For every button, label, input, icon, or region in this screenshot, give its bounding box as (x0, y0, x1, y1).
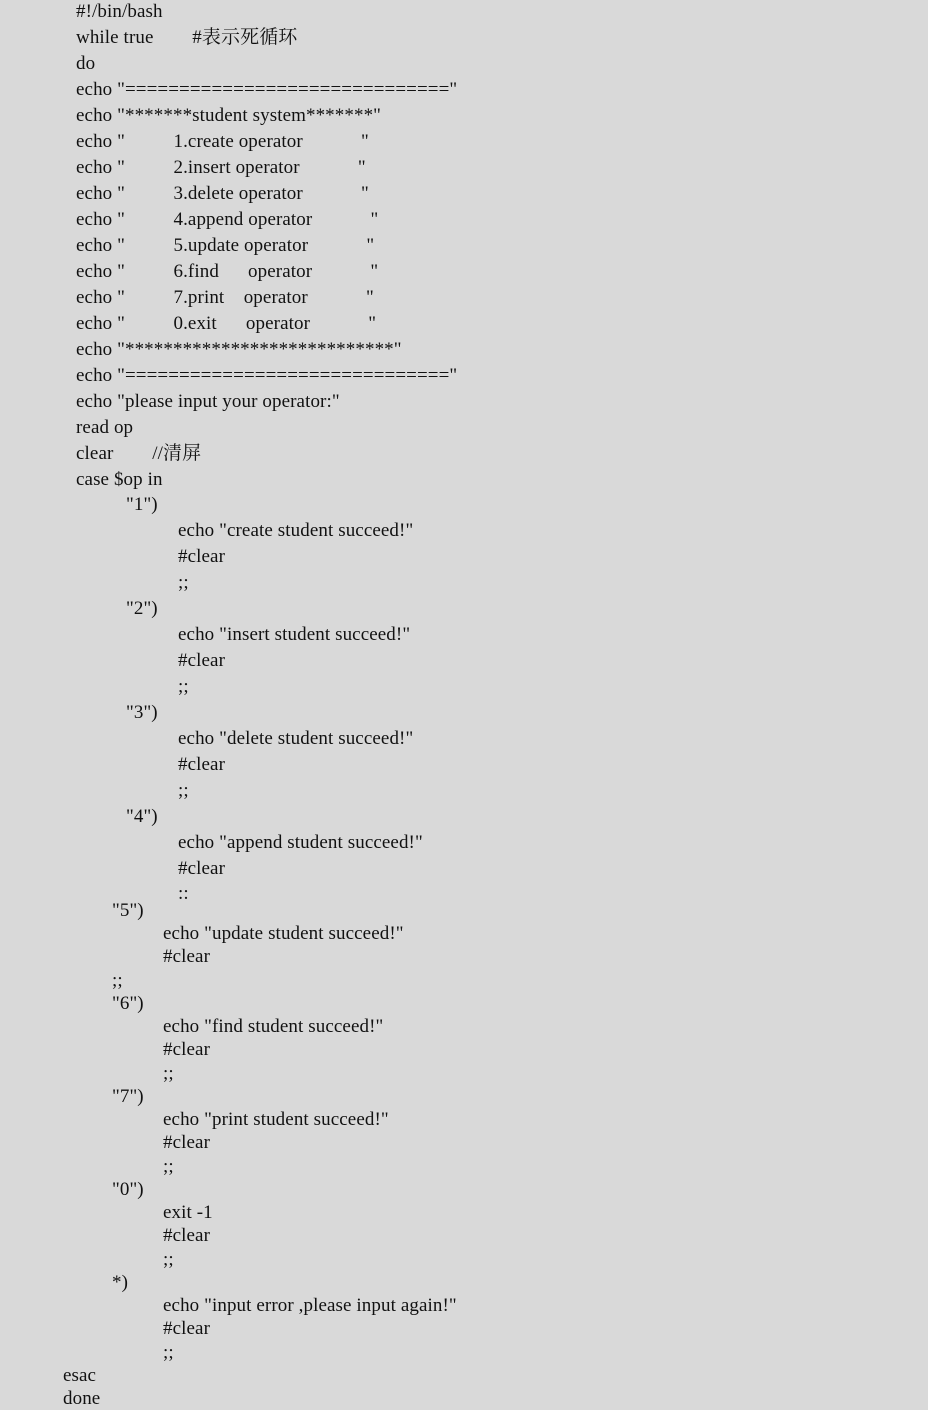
code-line: #clear (178, 858, 226, 879)
code-line: echo "find student succeed!" (163, 1016, 384, 1037)
code-line: read op (76, 417, 134, 438)
code-line: ;; (178, 572, 189, 593)
code-line: ;; (112, 970, 123, 991)
code-line: "2") (126, 598, 158, 619)
code-line: ;; (163, 1156, 174, 1177)
code-line: "6") (112, 993, 144, 1014)
code-line: echo "insert student succeed!" (178, 624, 411, 645)
code-line: esac (63, 1365, 97, 1386)
code-line: #clear (163, 1039, 211, 1060)
code-line: exit -1 (163, 1202, 213, 1223)
code-line: echo " 3.delete operator " (76, 183, 369, 204)
code-line: done (63, 1388, 101, 1409)
code-line: echo "input error ,please input again!" (163, 1295, 457, 1316)
code-line: "1") (126, 494, 158, 515)
code-line: clear //清屏 (76, 443, 202, 464)
code-line: ;; (178, 780, 189, 801)
code-line: #clear (163, 1225, 211, 1246)
code-line: #clear (163, 946, 211, 967)
code-line: echo "==============================" (76, 365, 458, 386)
code-line: "7") (112, 1086, 144, 1107)
code-line: echo " 5.update operator " (76, 235, 375, 256)
code-line: echo "****************************" (76, 339, 402, 360)
code-line: echo " 4.append operator " (76, 209, 379, 230)
code-line: echo "append student succeed!" (178, 832, 423, 853)
code-line: ;; (178, 676, 189, 697)
code-line: "0") (112, 1179, 144, 1200)
code-line: echo "create student succeed!" (178, 520, 414, 541)
code-line: do (76, 53, 96, 74)
code-line: ;; (163, 1249, 174, 1270)
code-line: *) (112, 1272, 129, 1293)
code-line: echo "delete student succeed!" (178, 728, 414, 749)
code-line: echo " 6.find operator " (76, 261, 379, 282)
code-line: #!/bin/bash (76, 1, 163, 22)
code-line: :: (178, 883, 189, 904)
code-line: ;; (163, 1063, 174, 1084)
code-line: echo "*******student system*******" (76, 105, 382, 126)
code-line: echo "==============================" (76, 79, 458, 100)
code-line: echo "please input your operator:" (76, 391, 340, 412)
code-line: echo " 7.print operator " (76, 287, 374, 308)
code-line: ;; (163, 1342, 174, 1363)
code-line: echo " 2.insert operator " (76, 157, 366, 178)
code-line: echo "update student succeed!" (163, 923, 404, 944)
code-line: "3") (126, 702, 158, 723)
code-line: #clear (178, 650, 226, 671)
code-line: "5") (112, 900, 144, 921)
code-line: case $op in (76, 469, 163, 490)
code-line: "4") (126, 806, 158, 827)
code-line: echo " 1.create operator " (76, 131, 369, 152)
code-line: echo "print student succeed!" (163, 1109, 389, 1130)
code-line: #clear (178, 546, 226, 567)
code-line: #clear (163, 1132, 211, 1153)
code-line: #clear (178, 754, 226, 775)
code-line: #clear (163, 1318, 211, 1339)
code-line: echo " 0.exit operator " (76, 313, 377, 334)
code-line: while true #表示死循环 (76, 27, 298, 48)
